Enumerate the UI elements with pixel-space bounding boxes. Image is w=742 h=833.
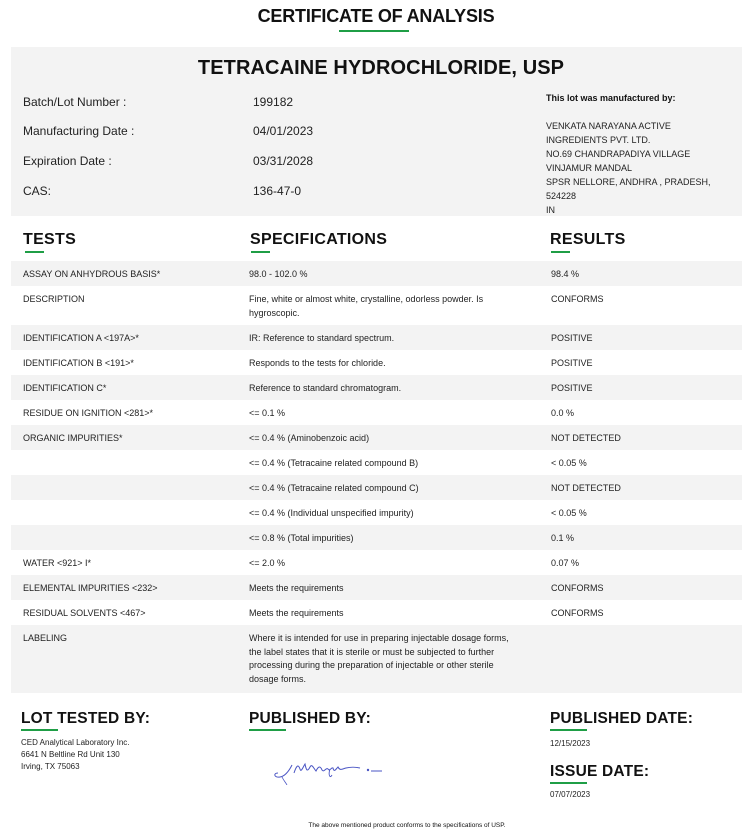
product-info-panel <box>11 47 742 216</box>
conformance-note: The above mentioned product conforms to the specifications of USP. <box>308 822 506 829</box>
test-result: < 0.05 % <box>551 458 587 468</box>
test-spec: Responds to the tests for chloride. <box>249 358 386 368</box>
manufacturer-line: 524228 <box>546 191 577 201</box>
cas-value: 136-47-0 <box>253 184 302 198</box>
published-by-underline <box>249 729 286 731</box>
lab-line: 6641 N Beltline Rd Unit 130 <box>21 750 120 759</box>
published-by-heading: PUBLISHED BY: <box>249 710 372 727</box>
test-result: CONFORMS <box>551 583 604 593</box>
header-specifications-underline <box>251 251 270 253</box>
issue-date-heading: ISSUE DATE: <box>550 763 650 780</box>
issue-date-value: 07/07/2023 <box>550 790 591 799</box>
document-title: CERTIFICATE OF ANALYSIS <box>257 6 495 26</box>
test-spec: <= 0.4 % (Individual unspecified impurity) <box>249 508 414 518</box>
test-result: CONFORMS <box>551 608 604 618</box>
test-name: LABELING <box>23 633 68 643</box>
test-result: 0.07 % <box>551 558 580 568</box>
table-row <box>11 450 742 475</box>
test-spec: <= 0.1 % <box>249 408 286 418</box>
test-spec: IR: Reference to standard spectrum. <box>249 333 395 343</box>
signature-icon <box>270 755 385 785</box>
test-name: ORGANIC IMPURITIES* <box>23 433 123 443</box>
manufacturer-line: NO.69 CHANDRAPADIYA VILLAGE <box>546 149 691 159</box>
manufacturer-heading: This lot was manufactured by: <box>546 93 676 103</box>
test-name: IDENTIFICATION C* <box>23 383 107 393</box>
table-row <box>11 575 742 600</box>
table-row <box>11 500 742 525</box>
manufacturer-line: VENKATA NARAYANA ACTIVE <box>546 121 671 131</box>
table-row <box>11 350 742 375</box>
batch-value: 199182 <box>253 95 294 109</box>
table-row <box>11 600 742 625</box>
test-result: POSITIVE <box>551 358 593 368</box>
lot-tested-by-heading: LOT TESTED BY: <box>21 710 151 727</box>
cas-label: CAS: <box>23 184 52 198</box>
test-spec: <= 0.8 % (Total impurities) <box>249 533 354 543</box>
header-results-underline <box>551 251 570 253</box>
manufacturer-address <box>546 119 711 217</box>
test-name: ELEMENTAL IMPURITIES <232> <box>23 583 158 593</box>
test-result: CONFORMS <box>551 294 604 304</box>
test-result: POSITIVE <box>551 333 593 343</box>
mfg-date-label: Manufacturing Date : <box>23 124 135 138</box>
results-table <box>11 261 742 693</box>
exp-date-label: Expiration Date : <box>23 154 112 168</box>
test-name: IDENTIFICATION B <191>* <box>23 358 134 368</box>
test-spec: <= 0.4 % (Tetracaine related compound B) <box>249 458 419 468</box>
table-row <box>11 261 742 286</box>
test-result: 0.1 % <box>551 533 575 543</box>
manufacturer-line: VINJAMUR MANDAL <box>546 163 633 173</box>
test-result: < 0.05 % <box>551 508 587 518</box>
test-result: NOT DETECTED <box>551 483 621 493</box>
header-tests: TESTS <box>23 231 77 248</box>
exp-date-value: 03/31/2028 <box>253 154 314 168</box>
published-date-underline <box>550 729 587 731</box>
test-spec: Where it is intended for use in preparing injectable dosage forms, the label states that it is sterile or must be subjected to further processing during the preparation of injectable or other sterile dosage forms. <box>249 633 509 684</box>
test-spec: Fine, white or almost white, crystalline, odorless powder. Is hygroscopic. <box>249 294 484 318</box>
test-spec: Meets the requirements <box>249 583 344 593</box>
test-spec: 98.0 - 102.0 % <box>249 269 308 279</box>
lot-tested-by-address <box>21 737 130 773</box>
manufacturer-line: INGREDIENTS PVT. LTD. <box>546 135 651 145</box>
table-row <box>11 400 742 425</box>
batch-label: Batch/Lot Number : <box>23 95 127 109</box>
test-spec: <= 2.0 % <box>249 558 286 568</box>
test-result: 0.0 % <box>551 408 575 418</box>
lot-tested-by-underline <box>21 729 58 731</box>
table-row <box>11 550 742 575</box>
table-row <box>11 475 742 500</box>
product-name: TETRACAINE HYDROCHLORIDE, USP <box>197 57 565 79</box>
test-result: 98.4 % <box>551 269 580 279</box>
published-date-heading: PUBLISHED DATE: <box>550 710 694 727</box>
mfg-date-value: 04/01/2023 <box>253 124 314 138</box>
lab-line: CED Analytical Laboratory Inc. <box>21 738 130 747</box>
header-tests-underline <box>25 251 44 253</box>
header-results: RESULTS <box>550 231 626 248</box>
issue-date-underline <box>550 782 587 784</box>
test-name: WATER <921> I* <box>23 558 92 568</box>
test-spec: Meets the requirements <box>249 608 344 618</box>
lab-line: Irving, TX 75063 <box>21 762 80 771</box>
table-row <box>11 425 742 450</box>
manufacturer-line: SPSR NELLORE, ANDHRA , PRADESH, <box>546 177 711 187</box>
test-name: RESIDUE ON IGNITION <281>* <box>23 408 154 418</box>
manufacturer-line: IN <box>546 205 555 215</box>
published-date-value: 12/15/2023 <box>550 739 591 748</box>
table-row <box>11 625 742 693</box>
test-result: POSITIVE <box>551 383 593 393</box>
test-name: RESIDUAL SOLVENTS <467> <box>23 608 146 618</box>
test-spec: Reference to standard chromatogram. <box>249 383 402 393</box>
test-name: IDENTIFICATION A <197A>* <box>23 333 139 343</box>
table-row <box>11 525 742 550</box>
table-row <box>11 325 742 350</box>
table-row <box>11 375 742 400</box>
test-name: ASSAY ON ANHYDROUS BASIS* <box>23 269 161 279</box>
test-spec: <= 0.4 % (Tetracaine related compound C) <box>249 483 419 493</box>
title-underline <box>339 30 409 32</box>
table-row <box>11 286 742 325</box>
test-result: NOT DETECTED <box>551 433 621 443</box>
test-spec: <= 0.4 % (Aminobenzoic acid) <box>249 433 370 443</box>
test-name: DESCRIPTION <box>23 294 85 304</box>
header-specifications: SPECIFICATIONS <box>250 231 388 248</box>
